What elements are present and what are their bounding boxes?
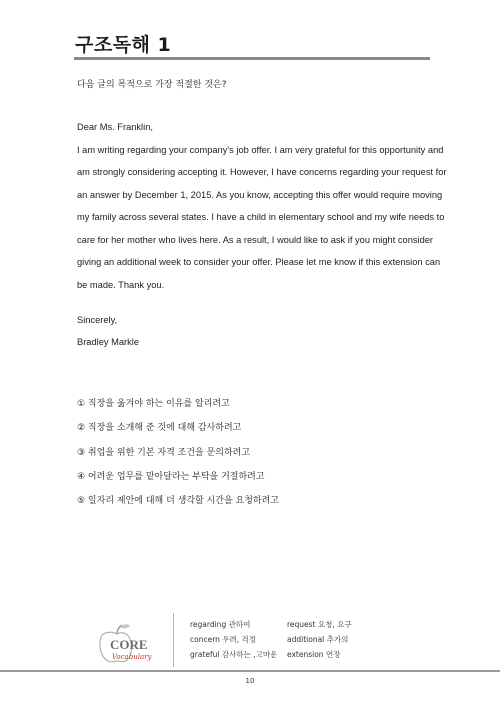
vocab-entry: concern 우려, 걱정	[190, 635, 257, 644]
answer-options	[77, 397, 279, 518]
answer-option-1[interactable]: ① 직장을 옮겨야 하는 이유를 알리려고	[77, 399, 230, 409]
letter-line: care for her mother who lives here. As a result, I would like to ask if you might consider	[77, 234, 434, 245]
page-number: 10	[245, 677, 255, 685]
letter-line: giving an additional week to consider your offer. Please let me know if this extension can	[77, 257, 441, 267]
footer-rule	[0, 670, 500, 672]
letter-closing-block	[77, 313, 139, 357]
vocabulary-footer	[0, 605, 500, 665]
vocab-entry: extension 연장	[287, 650, 341, 659]
vocab-entry: regarding 관하여	[190, 620, 251, 629]
letter-signature: Bradley Markle	[77, 337, 140, 347]
letter-body	[77, 120, 447, 300]
page-title: 구조독해 1	[75, 34, 172, 56]
vocab-entry: grateful 감사하는 ,고마운	[190, 650, 278, 659]
letter-closing: Sincerely,	[77, 315, 118, 325]
letter-line: I am writing regarding your company's job offer. I am very grateful for this opportunity and	[77, 144, 444, 155]
logo-wordmark: CORE	[110, 637, 148, 652]
letter-line: be made. Thank you.	[77, 279, 165, 290]
answer-option-4[interactable]: ④ 어려운 업무를 맡아달라는 부탁을 거절하려고	[77, 471, 265, 482]
core-vocabulary-logo	[96, 619, 166, 665]
letter-line: my family across several states. I have a child in elementary school and my wife needs to	[77, 212, 445, 222]
letter-line: an answer by December 1, 2015. As you know, accepting this offer would require moving	[77, 189, 443, 200]
footer-divider	[173, 613, 174, 667]
vocab-column-1	[190, 617, 277, 662]
vocab-column-2	[287, 617, 352, 662]
title-underline	[74, 57, 430, 60]
vocab-entry: additional 추가의	[287, 635, 349, 644]
question-prompt: 다음 글의 목적으로 가장 적절한 것은?	[77, 80, 227, 90]
letter-line: am strongly considering accepting it. However, I have concerns regarding your request for	[77, 167, 447, 177]
answer-option-5[interactable]: ⑤ 일자리 제안에 대해 더 생각할 시간을 요청하려고	[77, 496, 279, 507]
answer-option-3[interactable]: ③ 취업을 위한 기본 자격 조건을 문의하려고	[77, 447, 251, 458]
answer-option-2[interactable]: ② 직장을 소개해 준 것에 대해 감사하려고	[77, 423, 242, 434]
letter-salutation: Dear Ms. Franklin,	[77, 122, 153, 132]
logo-subtext: Vocabulary	[112, 653, 152, 661]
vocab-entry: request 요청, 요구	[287, 620, 352, 629]
